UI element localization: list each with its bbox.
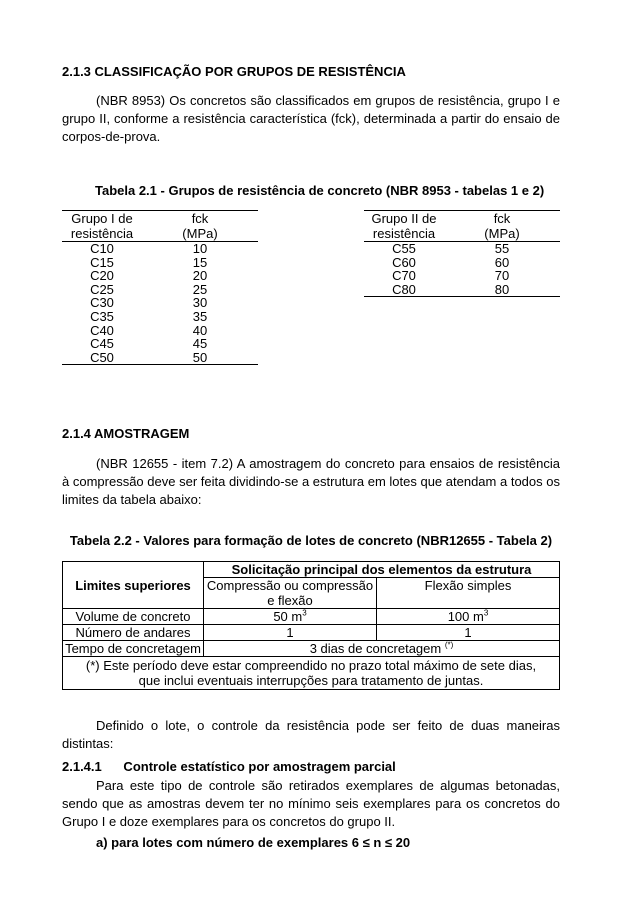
table-row <box>63 609 560 625</box>
table-row <box>62 256 258 270</box>
group2-fck: 70 <box>494 268 510 284</box>
section-2-1-3-heading: 2.1.3 CLASSIFICAÇÃO POR GRUPOS DE RESISTÊNCIA <box>62 64 406 79</box>
group1-fck: 15 <box>192 254 208 270</box>
group2-fck: 80 <box>444 283 560 297</box>
column-compression-header: Compressão ou compressão e flexão <box>204 578 377 609</box>
table-row <box>62 283 258 297</box>
table-row <box>62 269 258 283</box>
group1-fck: 10 <box>192 241 208 256</box>
group1-class: C30 <box>90 295 114 311</box>
table-row <box>62 310 258 324</box>
group1-class: C50 <box>62 351 142 365</box>
table-2-2 <box>62 561 560 690</box>
table-row <box>62 296 258 310</box>
row-volume-flexion: 100 $m^3$ <box>377 609 560 625</box>
table-2-1-group-2 <box>364 210 560 297</box>
table-row <box>62 351 258 365</box>
column-flexion-header: Flexão simples <box>377 578 560 609</box>
row-time-value: 3 dias de concretagem (*) <box>204 641 560 657</box>
group1-fck: 30 <box>192 295 208 311</box>
group2-fck: 60 <box>494 254 510 270</box>
section-2-1-4-1-heading: 2.1.4.1 Controle estatístico por amostragem parcial <box>62 759 396 774</box>
group1-fck: 50 <box>142 351 258 365</box>
item-a-heading: a) para lotes com número de exemplares 6 ≤ n ≤ 20 <box>96 835 411 850</box>
group1-class: C20 <box>90 268 114 284</box>
group1-class: C10 <box>90 241 114 256</box>
group2-fck-header-line1: fck <box>444 211 560 227</box>
group2-fck-header-line2: (MPa) <box>444 226 560 242</box>
group1-class: C40 <box>90 322 114 338</box>
group1-class: C45 <box>90 336 114 352</box>
table-row <box>63 625 560 641</box>
group2-class: C60 <box>392 254 416 270</box>
row-volume-compression: 50 $m^3$ <box>204 609 377 625</box>
column-solicitation-header: Solicitação principal dos elementos da estrutura <box>204 562 560 578</box>
section-2-1-4-heading: 2.1.4 AMOSTRAGEM <box>62 426 190 441</box>
group1-header-line1: Grupo I de <box>62 211 142 227</box>
group1-header-line2: resistência <box>62 226 142 242</box>
section-2-1-3-paragraph: (NBR 8953) Os concretos são classificados em grupos de resistência, grupo I e grupo II, conforme a resistência característica (fck), determinada a partir do ensaio de corpos-de-prova. <box>62 93 560 144</box>
section-2-1-4-paragraph: (NBR 12655 - item 7.2) A amostragem do concreto para ensaios de resistência à compressão deve ser feita dividindo-se a estrutura em lotes que atendam a todos os limites da tabela abaixo: <box>62 456 560 507</box>
group1-fck: 25 <box>192 281 208 297</box>
lot-definition-paragraph: Definido o lote, o controle da resistência pode ser feito de duas maneiras distintas: <box>62 718 560 751</box>
section-2-1-4-1-paragraph: Para este tipo de controle são retirados exemplares de algumas betonadas, sendo que as amostras devem ter no mínimo seis exemplares para os concretos do Grupo I e doze exemplares para os concretos do grupo II. <box>62 778 560 829</box>
table-row <box>364 269 560 283</box>
group2-class: C70 <box>392 268 416 284</box>
group1-fck: 20 <box>192 268 208 284</box>
table-row <box>62 242 258 256</box>
table-row <box>364 242 560 256</box>
row-time-label: Tempo de concretagem <box>63 641 204 657</box>
row-volume-label: Volume de concreto <box>63 609 204 625</box>
table-2-1-group-1 <box>62 210 258 365</box>
group1-fck: 40 <box>192 322 208 338</box>
group1-class: C35 <box>90 308 114 324</box>
group2-header-line2: resistência <box>364 226 444 242</box>
group2-class: C55 <box>392 241 416 256</box>
group1-class: C15 <box>90 254 114 270</box>
group2-fck: 55 <box>494 241 510 256</box>
table-row <box>62 337 258 351</box>
group1-class: C25 <box>90 281 114 297</box>
table-row <box>364 256 560 270</box>
table-2-1-caption: Tabela 2.1 - Grupos de resistência de concreto (NBR 8953 - tabelas 1 e 2) <box>95 183 545 198</box>
column-limits-header: Limites superiores <box>63 562 204 609</box>
group2-class: C80 <box>364 283 444 297</box>
table-2-2-footnote: (*) Este período deve estar compreendido no prazo total máximo de sete dias, que inclui eventuais interrupções para tratamento de juntas. <box>63 657 560 690</box>
table-row <box>62 324 258 338</box>
table-row <box>364 283 560 297</box>
group1-fck: 45 <box>192 336 208 352</box>
row-floors-compression: 1 <box>204 625 377 641</box>
group1-fck: 35 <box>192 308 208 324</box>
table-row <box>63 641 560 657</box>
group2-header-line1: Grupo II de <box>364 211 444 227</box>
row-floors-flexion: 1 <box>377 625 560 641</box>
table-2-2-caption: Tabela 2.2 - Valores para formação de lotes de concreto (NBR12655 - Tabela 2) <box>69 533 553 548</box>
row-floors-label: Número de andares <box>63 625 204 641</box>
group1-fck-header-line2: (MPa) <box>142 226 258 242</box>
group1-fck-header-line1: fck <box>142 211 258 227</box>
